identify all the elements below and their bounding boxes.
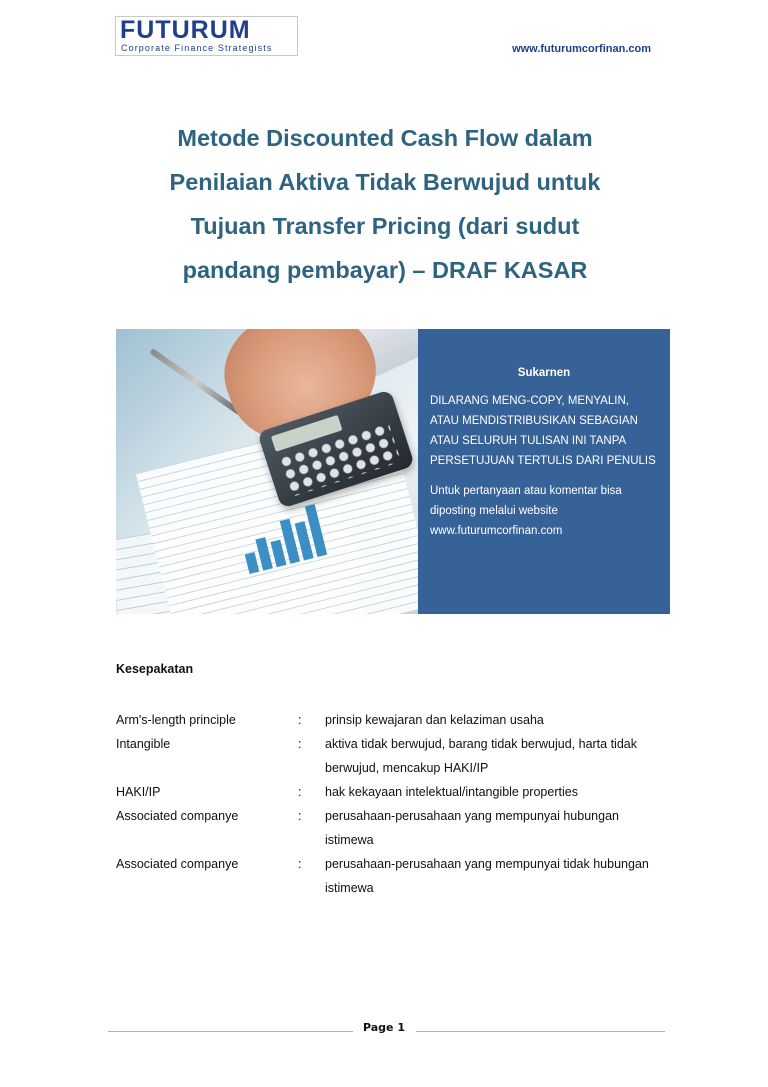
definition-colon: : [298,737,302,751]
definition-list [116,708,676,900]
footer-rule-right [416,1031,665,1032]
definition-term: Associated companye [116,809,239,823]
author-name: Sukarnen [517,367,571,379]
definition-colon: : [298,713,302,727]
copyright-notice: DILARANG MENG-COPY, MENYALIN, ATAU MENDISTRIBUSIKAN SEBAGIAN ATAU SELURUH TULISAN INI TANPA PERSETUJUAN TERTULIS DARI PENULIS [430,395,656,467]
definition-row [116,804,676,852]
title-line: pandang pembayar) – DRAF KASAR [182,257,588,283]
definition-row [116,780,676,804]
definition-description: perusahaan-perusahaan yang mempunyai hubungan istimewa [325,809,619,847]
cover-banner [116,329,670,614]
definition-description: perusahaan-perusahaan yang mempunyai tidak hubungan istimewa [325,857,649,895]
definition-term: Associated companye [116,857,239,871]
info-panel [418,329,670,614]
definition-description: prinsip kewajaran dan kelaziman usaha [325,713,544,727]
definition-term: HAKI/IP [116,785,161,799]
title-line: Penilaian Aktiva Tidak Berwujud untuk [169,169,601,195]
calculator-photo [116,329,418,614]
title-line: Metode Discounted Cash Flow dalam [177,125,593,151]
header-website: www.futurumcorfinan.com [512,43,651,55]
definition-term: Arm's-length principle [116,713,236,727]
definition-colon: : [298,857,302,871]
definition-row [116,708,676,732]
title-line: Tujuan Transfer Pricing (dari sudut [190,213,580,239]
contact-note: Untuk pertanyaan atau komentar bisa diposting melalui website www.futurumcorfinan.com [430,485,622,537]
definition-description: hak kekayaan intelektual/intangible properties [325,785,578,799]
logo-wordmark: FUTURUM [120,16,251,44]
section-heading: Kesepakatan [116,662,194,676]
definition-row [116,852,676,900]
logo-tagline: Corporate Finance Strategists [121,43,273,53]
definition-colon: : [298,809,302,823]
definition-description: aktiva tidak berwujud, barang tidak berwujud, harta tidak berwujud, mencakup HAKI/IP [325,737,637,775]
company-logo [115,16,298,56]
page-number: Page 1 [362,1021,405,1034]
footer-rule-left [108,1031,353,1032]
definition-row [116,732,676,780]
definition-colon: : [298,785,302,799]
document-title [100,116,670,292]
definition-term: Intangible [116,737,171,751]
